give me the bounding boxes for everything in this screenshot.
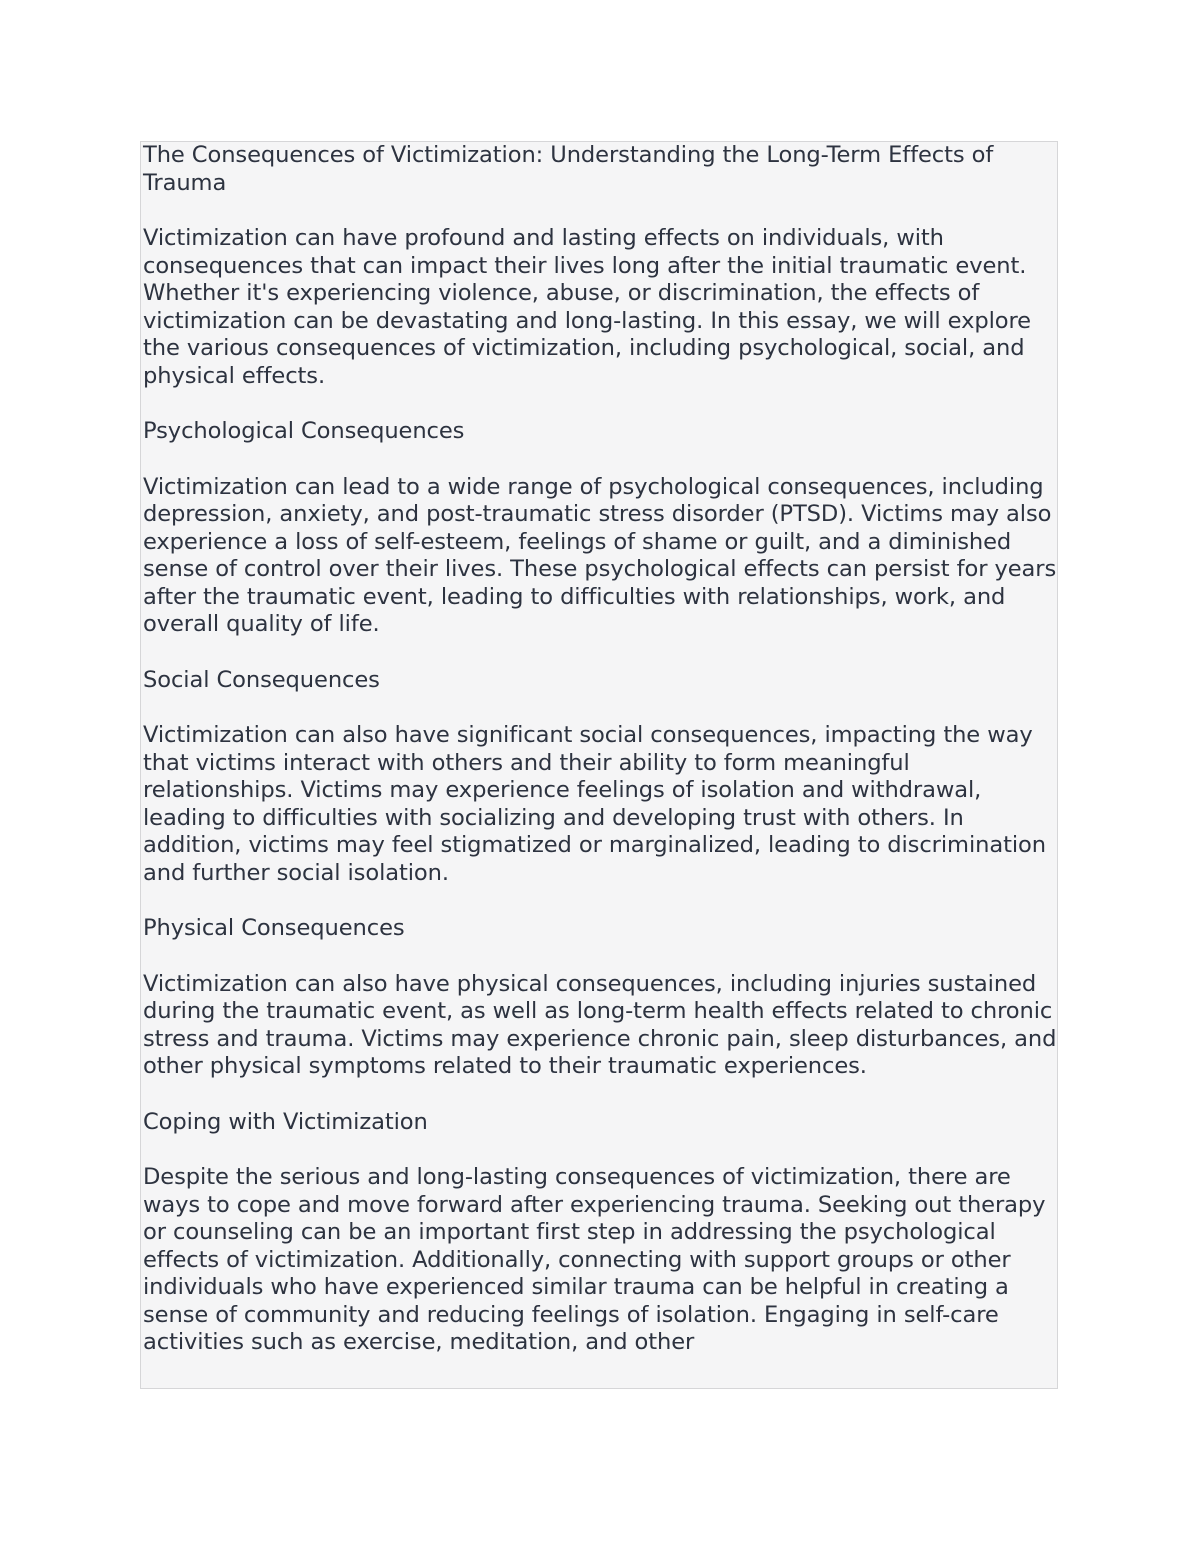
section-body-physical: Victimization can also have physical consequences, including injuries sustained during the traumatic event, as well as long-term health effects related to chronic stress and trauma. Victims may experience chronic pain, sleep disturbances, and other physical symptoms related to their traumatic experiences.	[143, 970, 1057, 1079]
section-heading-social: Social Consequences	[143, 666, 380, 693]
section-heading-coping: Coping with Victimization	[143, 1108, 428, 1135]
section-heading-psychological: Psychological Consequences	[143, 418, 465, 444]
document-title: The Consequences of Victimization: Understanding the Long-Term Effects of Trauma	[143, 142, 994, 196]
intro-paragraph: Victimization can have profound and lasting effects on individuals, with consequences that can impact their lives long after the initial traumatic event. Whether it's experiencing violence, abuse, or discrimination, the effects of victimization can be devastating and long-lasting. In this essay, we will explore the various consequences of victimization, including psychological, social, and physical effects.	[143, 225, 1031, 389]
section-body-coping: Despite the serious and long-lasting consequences of victimization, there are ways to cope and move forward after experiencing trauma. Seeking out therapy or counseling can be an important first step in addressing the psychological effects of victimization. Additionally, connecting with support groups or other individuals who have experienced similar trauma can be helpful in creating a sense of community and reducing feelings of isolation. Engaging in self-care activities such as exercise, meditation, and other	[143, 1164, 1046, 1355]
section-body-psychological: Victimization can lead to a wide range of psychological consequences, including depression, anxiety, and post-traumatic stress disorder (PTSD). Victims may also experience a loss of self-esteem, feelings of shame or guilt, and a diminished sense of control over their lives. These psychological effects can persist for years after the traumatic event, leading to difficulties with relationships, work, and overall quality of life.	[143, 473, 1057, 637]
section-heading-physical: Physical Consequences	[143, 915, 405, 941]
document-text-box	[140, 141, 1058, 1389]
document-content	[143, 142, 1057, 1357]
section-body-social: Victimization can also have significant social consequences, impacting the way that victims interact with others and their ability to form meaningful relationships. Victims may experience feelings of isolation and withdrawal, leading to difficulties with socializing and developing trust with others. In addition, victims may feel stigmatized or marginalized, leading to discrimination and further social isolation.	[143, 722, 1046, 886]
